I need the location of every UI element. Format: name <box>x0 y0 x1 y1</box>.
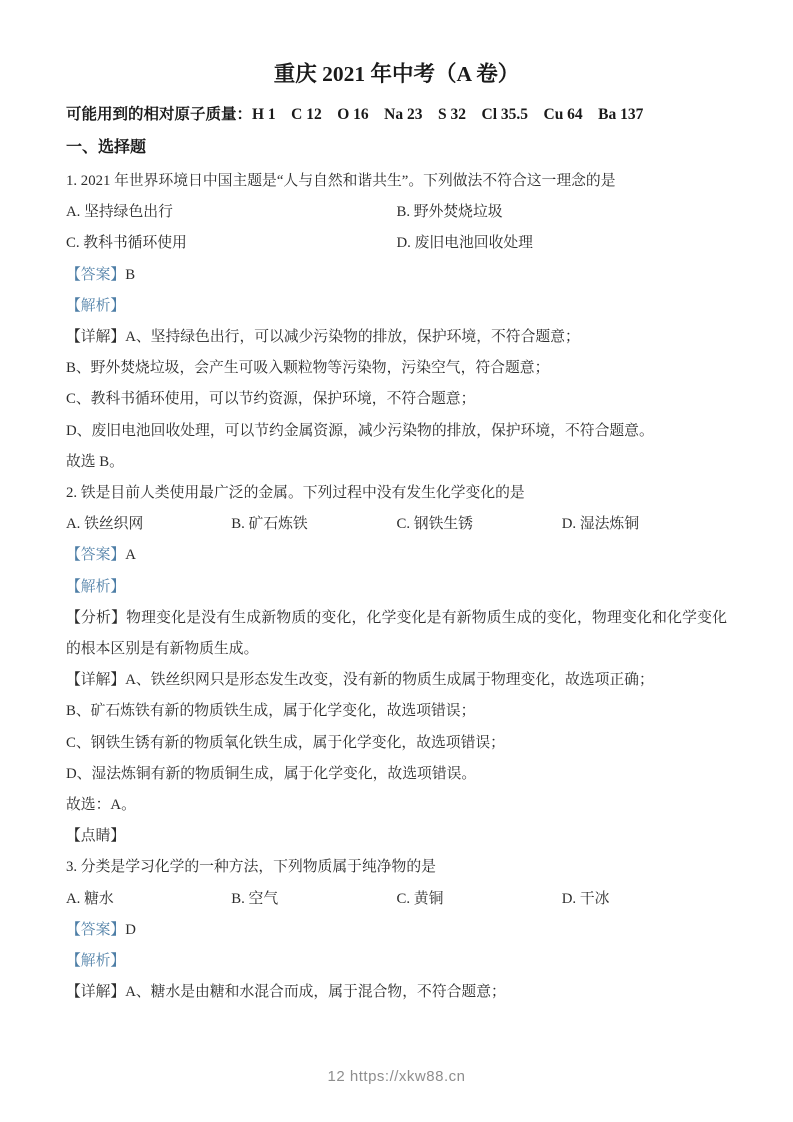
explanation-line: 故选：A。 <box>66 797 136 814</box>
option-b: B. 空气 <box>231 890 279 907</box>
question-2 <box>66 478 727 852</box>
option-d: D. 干冰 <box>561 890 610 907</box>
page-title: 重庆 2021 年中考（A 卷） <box>273 62 520 86</box>
explanation-line: D、湿法炼铜有新的物质铜生成，属于化学变化，故选项错误。 <box>66 765 477 782</box>
option-a: A. 铁丝织网 <box>66 516 144 533</box>
answer-value: B <box>125 266 136 283</box>
explanation-line: C、教科书循环使用，可以节约资源，保护环境，不符合题意； <box>66 391 476 408</box>
atomic-mass-note: 可能用到的相对原子质量：H 1 C 12 O 16 Na 23 S 32 Cl 35.5 Cu 64 Ba 137 <box>66 106 644 123</box>
explanation-line: 【详解】A、铁丝织网只是形态发生改变，没有新的物质生成属于物理变化，故选项正确； <box>66 672 654 689</box>
analysis-line <box>66 572 727 603</box>
explanation-line: 故选 B。 <box>66 453 124 470</box>
option-b: B. 矿石炼铁 <box>231 516 308 533</box>
explanation-line: 【详解】A、糖水是由糖和水混合而成，属于混合物，不符合题意； <box>66 984 506 1001</box>
explanation-line: B、野外焚烧垃圾，会产生可吸入颗粒物等污染物，污染空气，符合题意； <box>66 360 550 377</box>
option-c: C. 黄铜 <box>396 890 444 907</box>
option-a: A. 坚持绿色出行 <box>66 204 173 221</box>
answer-line <box>66 915 727 946</box>
question-1 <box>66 166 727 478</box>
question-2-options <box>66 509 727 540</box>
answer-marker: 【答案】 <box>66 266 126 283</box>
answer-value: D <box>125 921 136 938</box>
answer-line <box>66 260 727 291</box>
question-1-stem: 1. 2021 年世界环境日中国主题是“人与自然和谐共生”。下列做法不符合这一理念的是 <box>66 173 616 189</box>
question-2-stem: 2. 铁是目前人类使用最广泛的金属。下列过程中没有发生化学变化的是 <box>66 485 525 502</box>
explanation-line: 【详解】A、坚持绿色出行，可以减少污染物的排放，保护环境，不符合题意； <box>66 329 580 346</box>
explanation-line: 【分析】物理变化是没有生成新物质的变化，化学变化是有新物质生成的变化，物理变化和化学变化的根本区别是有新物质生成。 <box>66 609 727 658</box>
explanation-line: D、废旧电池回收处理，可以节约金属资源，减少污染物的排放，保护环境，不符合题意。 <box>66 422 654 439</box>
option-a: A. 糖水 <box>66 890 114 907</box>
option-c: C. 钢铁生锈 <box>396 516 473 533</box>
explanation-line: B、矿石炼铁有新的物质铁生成，属于化学变化，故选项错误； <box>66 703 476 720</box>
answer-line <box>66 540 727 571</box>
option-c: C. 教科书循环使用 <box>66 235 187 252</box>
analysis-line <box>66 946 727 977</box>
page-footer <box>0 1064 793 1090</box>
answer-value: A <box>125 547 136 564</box>
question-3-stem: 3. 分类是学习化学的一种方法，下列物质属于纯净物的是 <box>66 859 436 876</box>
analysis-line <box>66 291 727 322</box>
analysis-marker: 【解析】 <box>66 578 126 595</box>
footer-text: 12 https://xkw88.cn <box>327 1068 466 1085</box>
question-1-options <box>66 197 727 259</box>
option-d: D. 废旧电池回收处理 <box>396 235 533 252</box>
analysis-marker: 【解析】 <box>66 297 126 314</box>
explanation-line: 【点睛】 <box>66 828 126 845</box>
option-d: D. 湿法炼铜 <box>561 516 640 533</box>
question-3-options <box>66 884 727 915</box>
explanation-line: C、钢铁生锈有新的物质氧化铁生成，属于化学变化，故选项错误； <box>66 734 505 751</box>
option-b: B. 野外焚烧垃圾 <box>396 204 503 221</box>
answer-marker: 【答案】 <box>66 921 126 938</box>
section-heading: 一、选择题 <box>66 139 147 156</box>
question-3 <box>66 852 727 1008</box>
answer-marker: 【答案】 <box>66 547 126 564</box>
analysis-marker: 【解析】 <box>66 953 126 970</box>
